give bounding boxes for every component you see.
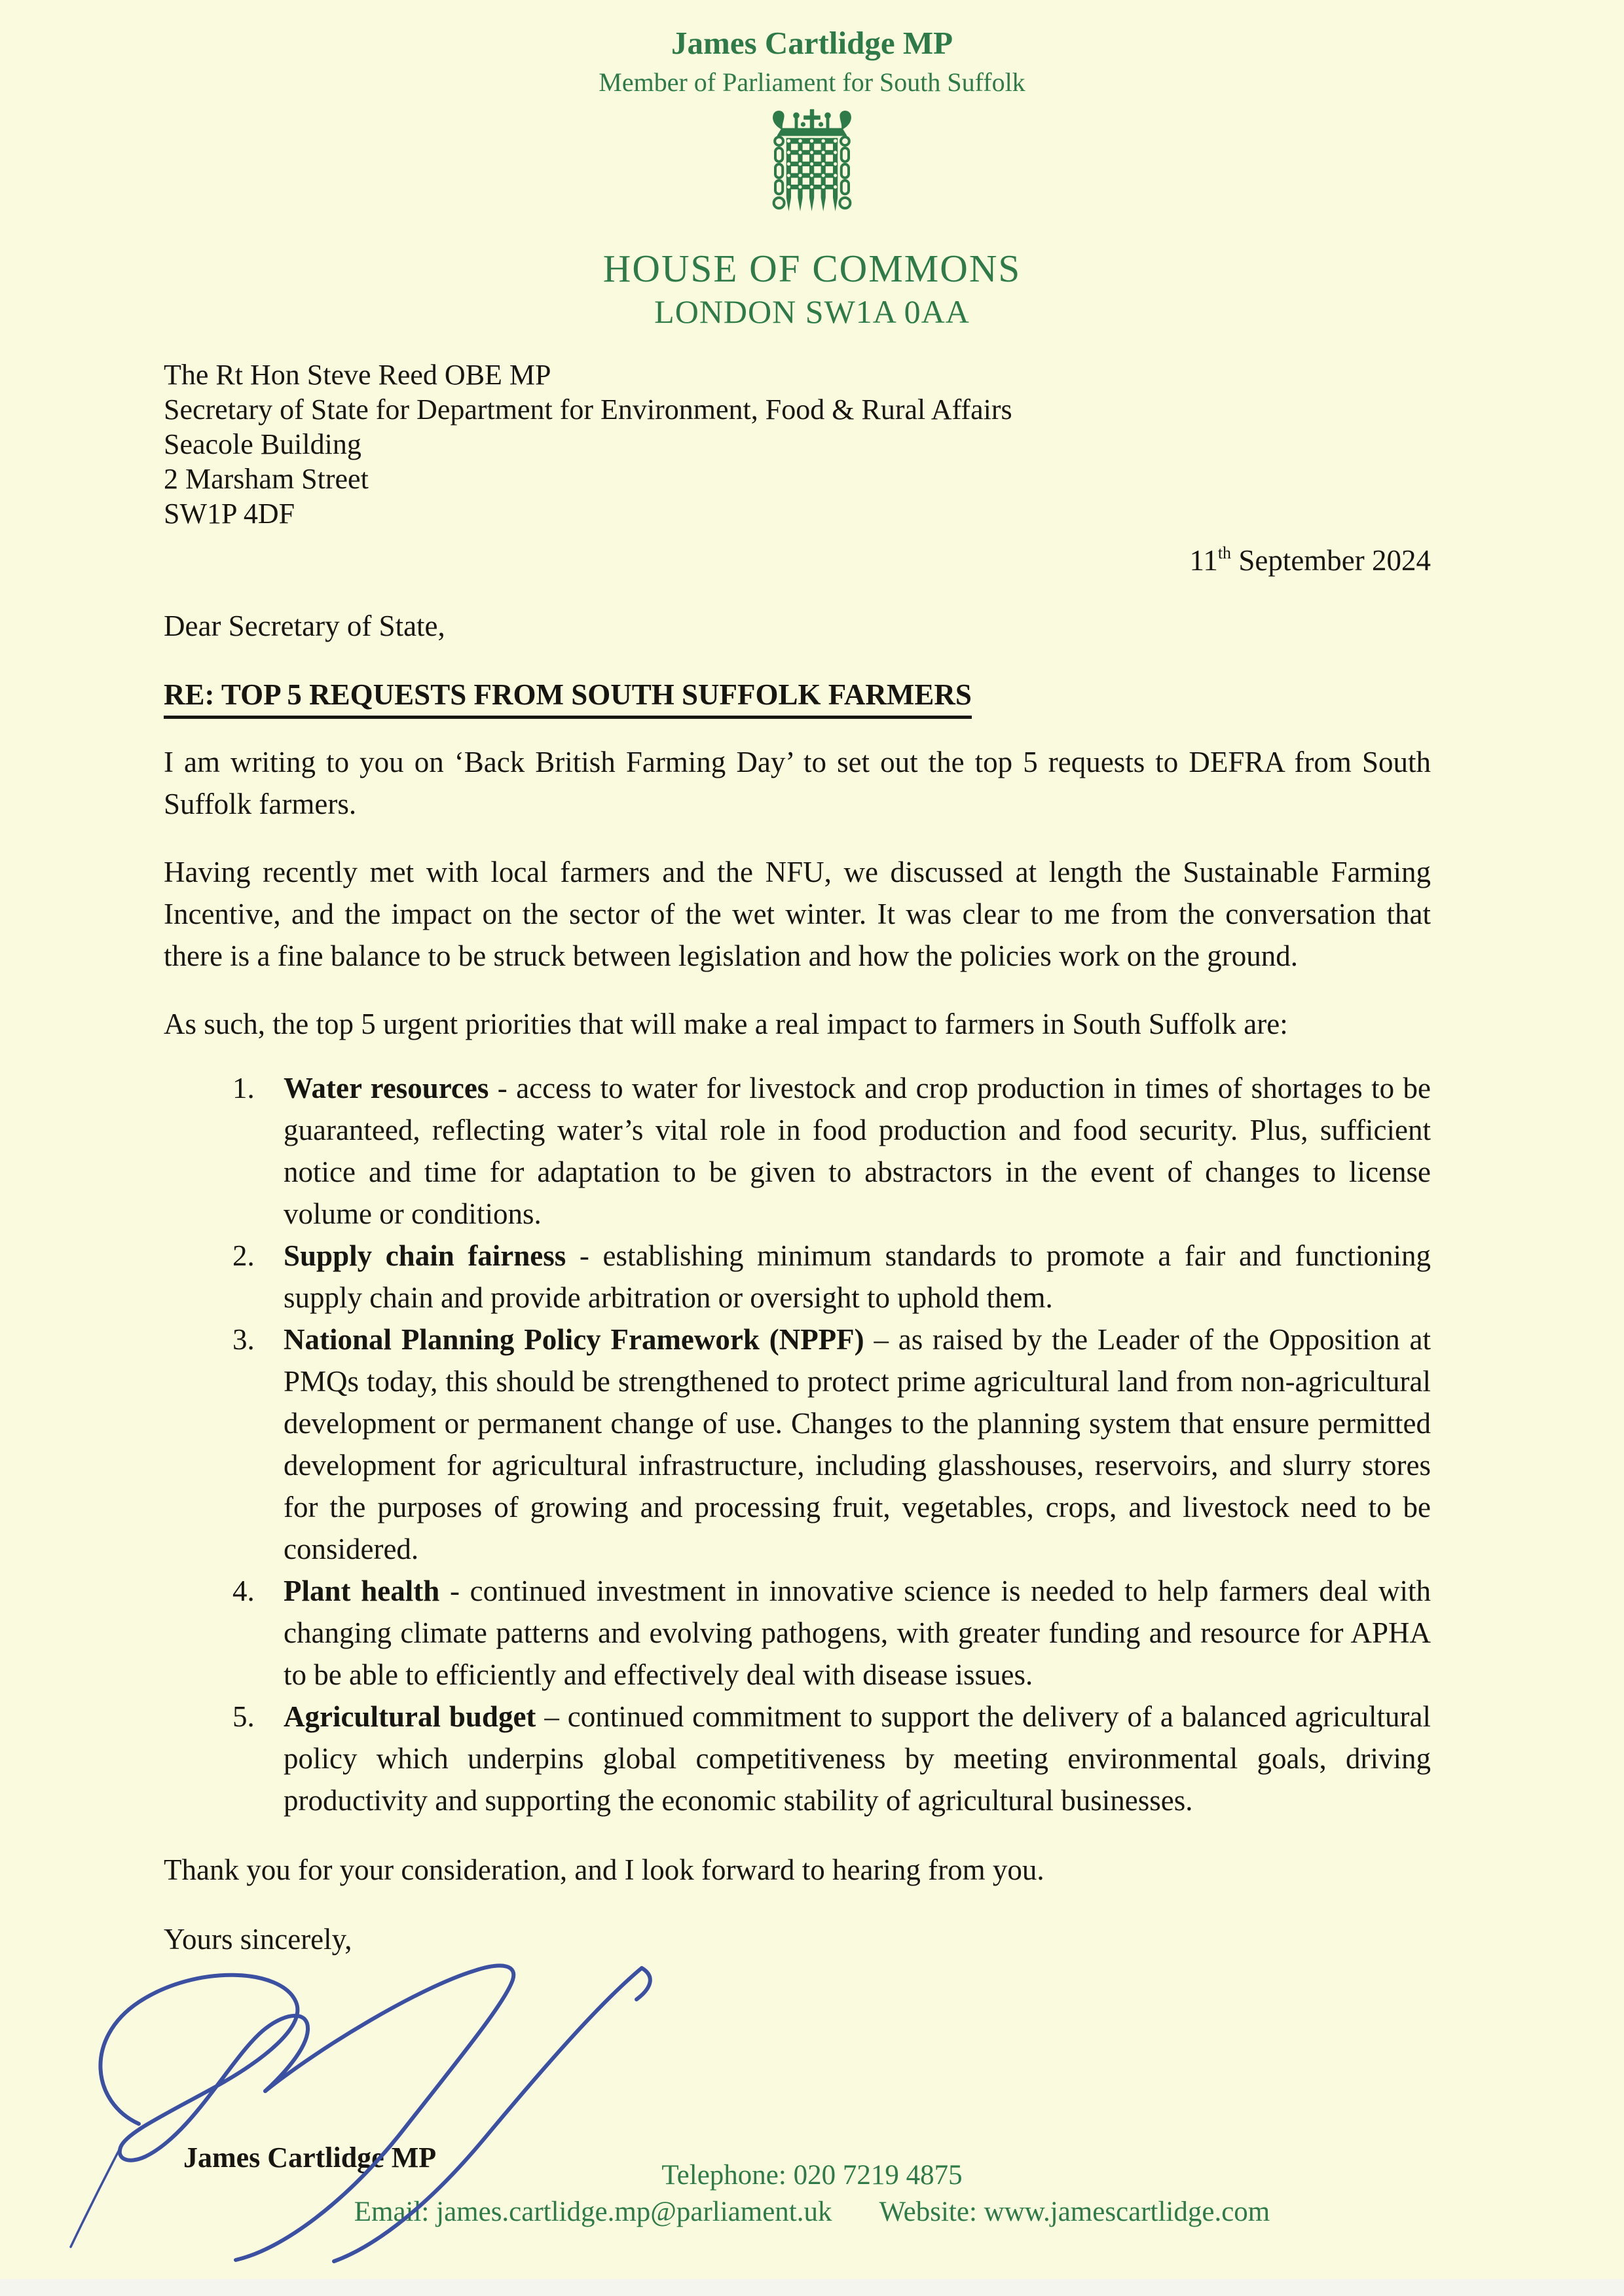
letterhead	[0, 0, 1624, 331]
recipient-line: Secretary of State for Department for Environment, Food & Rural Affairs	[164, 393, 1012, 426]
list-item-number: 3.	[232, 1323, 255, 1356]
list-item-body: - establishing minimum standards to promote a fair and functioning supply chain and provide arbitration or oversight to uphold them.	[284, 1239, 1431, 1314]
list-item-number: 4.	[232, 1575, 255, 1607]
letter-body	[164, 357, 1431, 2174]
signatory-name: James Cartlidge MP	[183, 2141, 437, 2174]
subject-line	[164, 674, 1431, 715]
crowned-portcullis-icon	[0, 109, 1624, 240]
salutation: Dear Secretary of State,	[164, 610, 445, 642]
valediction: Yours sincerely,	[164, 1923, 352, 1956]
date-day: 11	[1189, 544, 1218, 577]
list-item	[232, 1319, 1431, 1570]
list-item-number: 2.	[232, 1239, 255, 1272]
list-item-lead: Agricultural budget	[284, 1700, 536, 1733]
date-month-year: September 2024	[1231, 544, 1431, 577]
paragraph: Having recently met with local farmers and the NFU, we discussed at length the Sustainable Farming Incentive, and the impact on the sector of the wet winter. It was clear to me from the conversation that there is a fine balance to be struck between legislation and how the policies work on the ground.	[164, 856, 1431, 972]
date-ordinal: th	[1217, 543, 1232, 562]
list-item	[232, 1696, 1431, 1821]
institution-name: HOUSE OF COMMONS	[602, 247, 1022, 290]
list-item	[232, 1570, 1431, 1696]
recipient-address	[164, 357, 1431, 531]
list-item-text	[284, 1235, 1431, 1319]
institution-address: LONDON SW1A 0AA	[654, 293, 970, 330]
list-item-body: – as raised by the Leader of the Opposition at PMQs today, this should be strengthened to protect prime agricultural land from non-agricultural development or permanent change of use. Changes to the planning system that ensure permitted development for agricultural infrastructure, including glasshouses, reservoirs, and slurry stores for the purposes of growing and processing fruit, vegetables, crops, and livestock need to be considered.	[284, 1323, 1431, 1565]
closing-thanks: Thank you for your consideration, and I look forward to hearing from you.	[164, 1853, 1044, 1886]
list-item-number: 1.	[232, 1072, 255, 1104]
list-item-text	[284, 1696, 1431, 1821]
recipient-line: 2 Marsham Street	[164, 463, 369, 495]
list-item-body: – continued commitment to support the delivery of a balanced agricultural policy which underpins global competitiveness by meeting environmental goals, driving productivity and supporting the economic stability of agricultural businesses.	[284, 1700, 1431, 1817]
list-item-text	[284, 1570, 1431, 1696]
list-item-lead: Supply chain fairness	[284, 1239, 566, 1272]
paragraph: I am writing to you on ‘Back British Farming Day’ to set out the top 5 requests to DEFRA from South Suffolk farmers.	[164, 746, 1431, 820]
scan-edge-artifact	[0, 2279, 1624, 2296]
list-item-text	[284, 1319, 1431, 1570]
signature-area	[164, 1964, 1431, 2174]
list-item	[232, 1067, 1431, 1235]
letterhead-subtitle: Member of Parliament for South Suffolk	[599, 67, 1025, 97]
list-item-lead: National Planning Policy Framework (NPPF)	[284, 1323, 864, 1356]
list-item-number: 5.	[232, 1700, 255, 1733]
recipient-line: The Rt Hon Steve Reed OBE MP	[164, 359, 551, 391]
footer-telephone: Telephone: 020 7219 4875	[661, 2160, 963, 2191]
list-item-text	[284, 1067, 1431, 1235]
footer-website: Website: www.jamescartlidge.com	[879, 2196, 1270, 2227]
page-title: James Cartlidge MP	[671, 25, 953, 61]
recipient-line: Seacole Building	[164, 428, 361, 460]
list-item	[232, 1235, 1431, 1319]
list-item-body: - access to water for livestock and crop production in times of shortages to be guaranteed, reflecting water’s vital role in food production and food security. Plus, sufficient notice and time for adaptation to be given to abstractors in the event of changes to license volume or conditions.	[284, 1072, 1431, 1230]
subject-text: RE: TOP 5 REQUESTS FROM SOUTH SUFFOLK FARMERS	[164, 678, 972, 719]
list-item-lead: Plant health	[284, 1575, 440, 1607]
letter-date	[164, 535, 1431, 579]
footer-email: Email: james.cartlidge.mp@parliament.uk	[354, 2196, 832, 2227]
handwritten-signature-icon	[65, 1961, 661, 2269]
list-item-body: - continued investment in innovative science is needed to help farmers deal with changing climate patterns and evolving pathogens, with greater funding and resource for APHA to be able to efficiently and effectively deal with disease issues.	[284, 1575, 1431, 1691]
list-item-lead: Water resources	[284, 1072, 489, 1104]
priority-list	[232, 1067, 1431, 1821]
paragraph: As such, the top 5 urgent priorities that will make a real impact to farmers in South Suffolk are:	[164, 1008, 1288, 1040]
recipient-line: SW1P 4DF	[164, 498, 295, 530]
